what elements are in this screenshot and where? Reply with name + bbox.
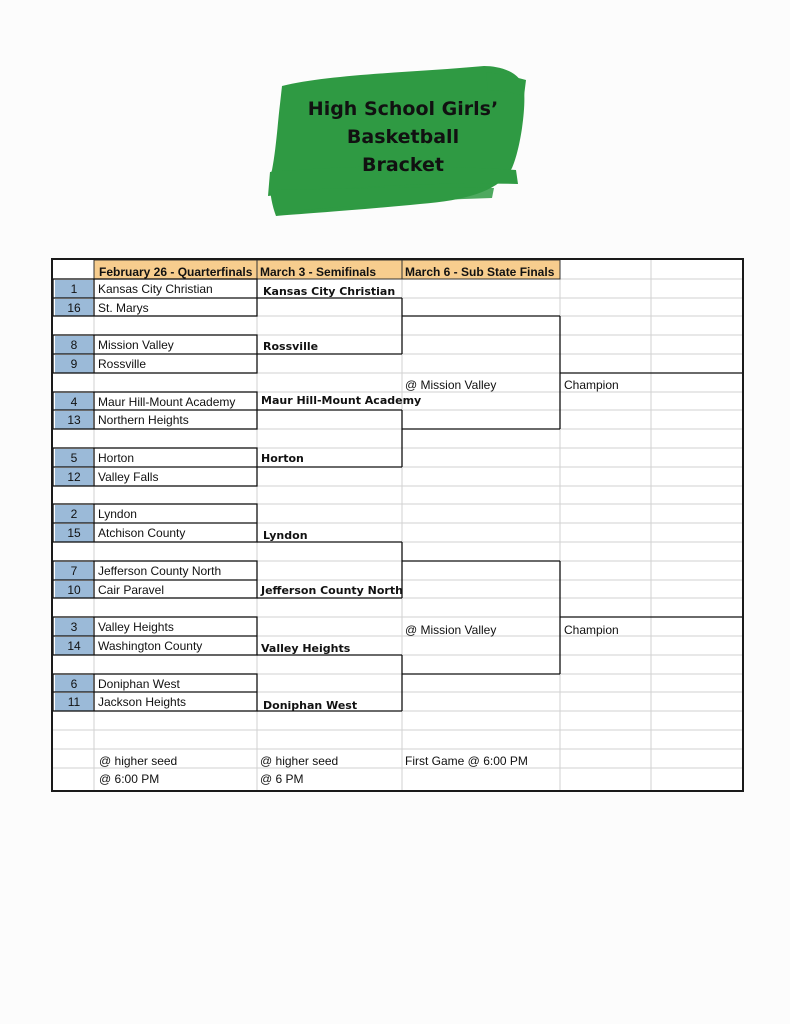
semifinal-team: Horton bbox=[261, 452, 304, 465]
qf-time-note: @ 6:00 PM bbox=[99, 772, 160, 786]
quarterfinal-team: Mission Valley bbox=[98, 338, 174, 352]
qf-site-note: @ higher seed bbox=[99, 754, 178, 768]
seed-number: 2 bbox=[70, 507, 78, 521]
semifinal-team: Maur Hill-Mount Academy bbox=[261, 394, 422, 407]
header-finals: March 6 - Sub State Finals bbox=[405, 265, 555, 279]
title-line-1: High School Girls’ bbox=[307, 98, 499, 120]
title-block bbox=[0, 0, 790, 240]
finals-time-note: First Game @ 6:00 PM bbox=[405, 754, 528, 768]
seed-number: 9 bbox=[70, 357, 78, 371]
seed-number: 6 bbox=[70, 677, 78, 691]
title-line-3: Bracket bbox=[361, 154, 445, 176]
quarterfinal-team: Valley Heights bbox=[98, 620, 174, 634]
semifinal-team: Valley Heights bbox=[261, 642, 351, 655]
quarterfinal-team: Northern Heights bbox=[98, 413, 189, 427]
seed-number: 7 bbox=[70, 564, 78, 578]
title-line-2: Basketball bbox=[346, 126, 460, 148]
seed-number: 4 bbox=[70, 395, 78, 409]
seed-number: 15 bbox=[67, 526, 81, 540]
seed-number: 14 bbox=[67, 639, 81, 653]
finals-champion: Champion bbox=[564, 623, 619, 637]
bracket-sheet bbox=[51, 258, 744, 792]
quarterfinal-team: Washington County bbox=[98, 639, 203, 653]
quarterfinal-team: Lyndon bbox=[98, 507, 137, 521]
semifinal-team: Doniphan West bbox=[263, 699, 358, 712]
seed-number: 1 bbox=[70, 282, 78, 296]
seed-number: 10 bbox=[67, 583, 81, 597]
sf-time-note: @ 6 PM bbox=[260, 772, 304, 786]
seed-number: 3 bbox=[70, 620, 78, 634]
semifinal-team: Rossville bbox=[263, 340, 319, 353]
quarterfinal-team: Maur Hill-Mount Academy bbox=[98, 395, 236, 409]
header-quarterfinals: February 26 - Quarterfinals bbox=[99, 265, 253, 279]
quarterfinal-team: Jefferson County North bbox=[98, 564, 222, 578]
quarterfinal-team: St. Marys bbox=[98, 301, 149, 315]
finals-site: @ Mission Valley bbox=[405, 378, 497, 392]
quarterfinal-team: Doniphan West bbox=[98, 677, 180, 691]
seed-number: 5 bbox=[70, 451, 78, 465]
quarterfinal-team: Kansas City Christian bbox=[98, 282, 213, 296]
seed-number: 8 bbox=[70, 338, 78, 352]
quarterfinal-team: Rossville bbox=[98, 357, 147, 371]
quarterfinal-team: Valley Falls bbox=[98, 470, 159, 484]
seed-number: 12 bbox=[67, 470, 81, 484]
quarterfinal-team: Jackson Heights bbox=[98, 695, 187, 709]
sf-site-note: @ higher seed bbox=[260, 754, 339, 768]
header-semifinals: March 3 - Semifinals bbox=[260, 265, 377, 279]
semifinal-team: Jefferson County North bbox=[261, 584, 403, 597]
quarterfinal-team: Horton bbox=[98, 451, 135, 465]
quarterfinal-team: Atchison County bbox=[98, 526, 186, 540]
seed-number: 13 bbox=[67, 413, 81, 427]
quarterfinal-team: Cair Paravel bbox=[98, 583, 165, 597]
semifinal-team: Lyndon bbox=[263, 529, 308, 542]
seed-number: 16 bbox=[67, 301, 81, 315]
finals-champion: Champion bbox=[564, 378, 619, 392]
semifinal-team: Kansas City Christian bbox=[263, 285, 396, 298]
seed-number: 11 bbox=[67, 695, 81, 709]
finals-site: @ Mission Valley bbox=[405, 623, 497, 637]
